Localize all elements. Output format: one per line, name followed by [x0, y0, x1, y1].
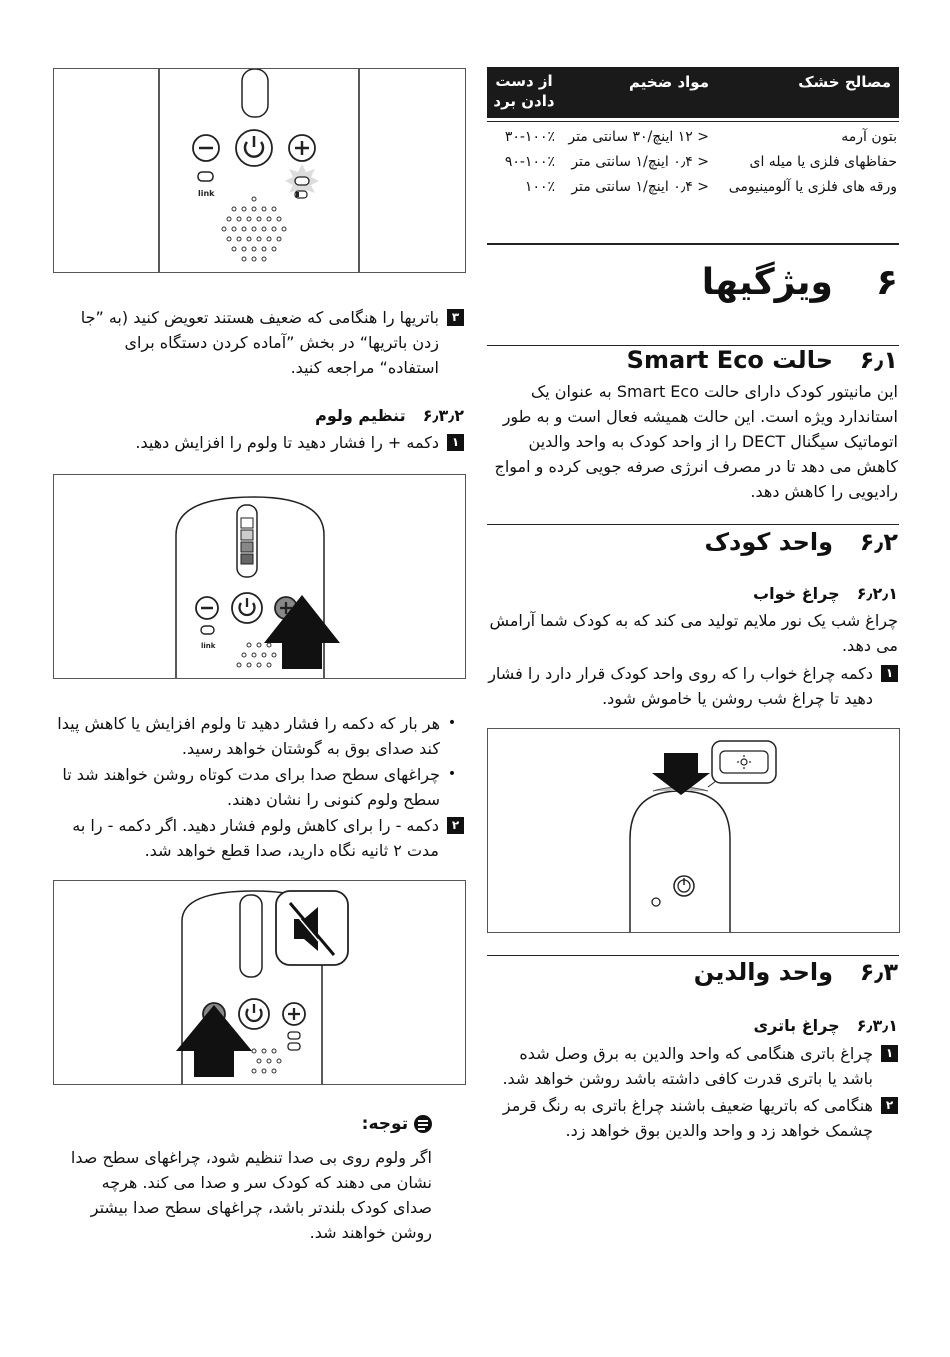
step-text: دکمه - را برای کاهش ولوم فشار دهید. اگر دکمه - را به مدت ۲ ثانیه نگاه دارید، صدا قطع خواهد شد. — [72, 816, 439, 860]
step-item — [80, 430, 464, 455]
table-cell-thickness: < ۰٫۴ اینچ/۱ سانتی متر — [571, 154, 709, 170]
step-item — [80, 305, 464, 380]
section-rule — [487, 524, 899, 525]
step-text: دکمه چراغ خواب را که روی واحد کودک قرار دارد را فشار دهید تا چراغ شب روشن یا خاموش شود. — [488, 664, 873, 708]
power-icon — [232, 593, 262, 623]
table-cell-material: ورقه های فلزی یا آلومینیومی — [728, 179, 897, 195]
table-header-materials: مصالح خشک — [798, 73, 891, 91]
subsection-body-6-2-1: چراغ شب یک نور ملایم تولید می کند که به کودک شما آرامش می دهد. — [489, 611, 898, 655]
table-header-loss: از دست دادن برد — [493, 72, 555, 110]
baby-unit-illustration — [488, 729, 899, 932]
subsection-heading-6-3-2 — [80, 406, 464, 425]
step-text: باتریها را هنگامی که ضعیف هستند تعویض کنید (به ”جا زدن باتریها“ در بخش ”آماده کردن دستگاه برای استفاده“ مراجعه کنید. — [80, 308, 439, 377]
note-heading — [66, 1114, 432, 1134]
section-number: ۶٫۱ — [859, 346, 898, 374]
figure-volume-up — [53, 474, 466, 679]
subsection-title: چراغ باتری — [753, 1016, 840, 1035]
figure-volume-mute — [53, 880, 466, 1085]
section-number: ۶٫۳ — [859, 958, 898, 986]
step-item — [488, 1041, 898, 1091]
bullet-item — [56, 711, 464, 761]
table-cell-loss: ۱۰۰٪ — [524, 179, 555, 195]
chapter-heading — [498, 262, 898, 303]
subsection-title: تنظیم ولوم — [315, 406, 406, 425]
step-item — [488, 661, 898, 711]
speaker-grille — [222, 197, 286, 261]
note-icon — [414, 1115, 432, 1133]
power-icon — [236, 130, 272, 166]
bullet-item — [56, 762, 464, 812]
subsection-number: ۶٫۳٫۱ — [856, 1016, 898, 1035]
chapter-title: ویژگیها — [701, 262, 833, 303]
note-title: توجه: — [361, 1114, 409, 1134]
subsection-heading-6-3-1 — [488, 1016, 898, 1035]
bullet-dot-icon: • — [447, 715, 457, 731]
chapter-rule — [487, 243, 899, 245]
table-cell-material: بتون آرمه — [841, 129, 897, 145]
bullet-dot-icon: • — [447, 766, 457, 782]
figure-battery-light — [53, 68, 466, 273]
minus-icon — [196, 597, 218, 619]
table-cell-thickness: < ۱۲ اینچ/۳۰ سانتی متر — [568, 129, 709, 145]
section-title: واحد کودک — [704, 528, 834, 556]
parent-unit-mute-illustration — [54, 881, 465, 1084]
step-text: هنگامی که باتریها ضعیف باشند چراغ باتری به رنگ قرمز چشمک خواهد زد و واحد والدین بوق خواهد زد. — [502, 1096, 873, 1140]
section-rule — [487, 955, 899, 956]
section-heading-6-1 — [488, 346, 898, 374]
parent-unit-illustration — [54, 69, 465, 272]
note-body: اگر ولوم روی بی صدا تنظیم شود، چراغهای سطح صدا نشان می دهند که کودک سر و صدا می کند. هرچه صدای کودک بلندتر باشد، چراغهای سطح صدا بیشتر روشن خواهند شد. — [70, 1148, 432, 1242]
section-number: ۶٫۲ — [859, 528, 898, 556]
step-text: دکمه + را فشار دهید تا ولوم را افزایش دهید. — [135, 433, 439, 452]
step-number: ۱ — [881, 1045, 898, 1062]
step-text: چراغ باتری هنگامی که واحد والدین به برق وصل شده باشد یا باتری قدرت کافی داشته باشد روشن خواهد شد. — [502, 1044, 873, 1088]
parent-unit-volume-up-illustration — [54, 475, 465, 678]
table-row — [487, 176, 899, 202]
table-cell-material: حفاظهای فلزی یا میله ای — [749, 154, 897, 170]
table-cell-thickness: < ۰٫۴ اینچ/۱ سانتی متر — [571, 179, 709, 195]
step-item — [488, 1093, 898, 1143]
subsection-number: ۶٫۳٫۲ — [422, 406, 464, 425]
step-number: ۲ — [447, 817, 464, 834]
subsection-title: چراغ خواب — [753, 584, 840, 603]
table-cell-loss: ۹۰-۱۰۰٪ — [504, 154, 555, 170]
minus-icon — [193, 135, 219, 161]
plus-icon — [283, 1003, 305, 1025]
step-number: ۳ — [447, 309, 464, 326]
section-title: واحد والدین — [693, 958, 834, 986]
link-label: link — [198, 189, 215, 198]
range-table-header — [487, 67, 899, 118]
table-rule — [487, 121, 899, 122]
section-body-6-1: این مانیتور کودک دارای حالت Smart Eco به عنوان یک استاندارد ویژه است. این حالت همیشه فعال است و به طور اتوماتیک سیگنال DECT را از واحد کودک به واحد والدین کاهش می دهد تا در مصرف انرژی صرفه جویی کرده و امواج رادیویی را کاهش دهد. — [494, 382, 898, 501]
step-number: ۱ — [881, 665, 898, 682]
table-cell-loss: ۳۰-۱۰۰٪ — [504, 129, 555, 145]
power-icon — [239, 999, 269, 1029]
subsection-heading-6-2-1 — [488, 584, 898, 603]
step-item — [56, 813, 464, 863]
table-header-thickness: مواد ضخیم — [629, 73, 709, 91]
step-number: ۱ — [447, 434, 464, 451]
mute-icon — [276, 891, 348, 965]
subsection-number: ۶٫۲٫۱ — [856, 584, 898, 603]
chapter-number: ۶ — [876, 262, 898, 303]
link-label: link — [201, 642, 216, 650]
bullet-text: چراغهای سطح صدا برای مدت کوتاه روشن خواهند شد تا سطح ولوم کنونی را نشان دهند. — [62, 765, 440, 809]
plus-icon — [289, 135, 315, 161]
table-row — [487, 126, 899, 152]
step-number: ۲ — [881, 1097, 898, 1114]
figure-night-light — [487, 728, 900, 933]
section-heading-6-2 — [488, 528, 898, 556]
table-row — [487, 151, 899, 177]
section-title: حالت Smart Eco — [626, 346, 834, 374]
bullet-text: هر بار که دکمه را فشار دهید تا ولوم افزایش یا کاهش پیدا کند صدای بوق به گوشتان خواهد رسید. — [57, 714, 440, 758]
section-heading-6-3 — [488, 958, 898, 986]
